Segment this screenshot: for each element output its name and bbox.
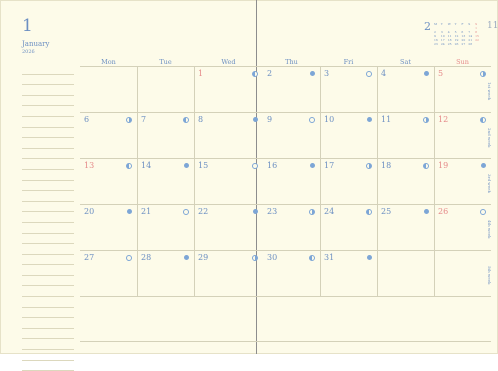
day-cell-18[interactable] <box>377 158 434 204</box>
note-line[interactable] <box>22 265 74 276</box>
note-line[interactable] <box>22 64 74 75</box>
moon-phase-icon <box>367 255 372 260</box>
mini-day: 9 <box>434 34 436 38</box>
mini-day: 27 <box>461 42 466 46</box>
day-cell-15[interactable] <box>194 158 263 204</box>
weekday-header-mon: Mon <box>101 58 116 66</box>
day-number: 26 <box>438 207 449 216</box>
moon-phase-icon <box>127 209 132 214</box>
weekday-header-fri: Fri <box>343 58 354 66</box>
mini-month-number: 2 <box>424 20 431 33</box>
moon-phase-icon <box>126 255 132 261</box>
note-line[interactable] <box>22 85 74 96</box>
week-label: 4th week <box>487 220 492 239</box>
day-cell-5[interactable] <box>434 66 491 112</box>
mini-day: 23 <box>434 42 438 46</box>
weekday-header-wed: Wed <box>221 58 236 66</box>
day-number: 5 <box>438 69 444 78</box>
day-number: 15 <box>198 161 209 170</box>
mini-weekday-header: W <box>447 22 451 26</box>
moon-phase-icon <box>423 163 429 169</box>
day-number: 18 <box>381 161 392 170</box>
day-number: 4 <box>381 69 387 78</box>
note-line[interactable] <box>22 350 74 361</box>
moon-phase-icon <box>184 255 189 260</box>
day-cell-23[interactable] <box>263 204 320 250</box>
note-line[interactable] <box>22 318 74 329</box>
mini-day: 28 <box>468 42 473 46</box>
day-number: 31 <box>324 253 335 262</box>
mini-day: 13 <box>461 34 466 38</box>
day-cell-22[interactable] <box>194 204 263 250</box>
day-cell-26[interactable] <box>434 204 491 250</box>
month-number: 1 <box>22 16 33 36</box>
mini-day: 10 <box>440 34 445 38</box>
mini-day: 6 <box>461 30 464 34</box>
moon-phase-icon <box>481 163 486 168</box>
day-cell-3[interactable] <box>320 66 377 112</box>
moon-phase-icon <box>366 163 372 169</box>
day-number: 24 <box>324 207 335 216</box>
mini-day: 1 <box>475 26 478 30</box>
weekday-header-tue: Tue <box>159 58 172 66</box>
day-cell-28[interactable] <box>137 250 194 296</box>
mini-day: 12 <box>454 34 459 38</box>
note-line[interactable] <box>22 361 74 371</box>
moon-phase-icon <box>253 117 258 122</box>
mini-day: 7 <box>468 30 471 34</box>
day-number: 12 <box>438 115 449 124</box>
moon-phase-icon <box>423 117 429 123</box>
mini-day: 16 <box>434 38 438 42</box>
day-cell-31[interactable] <box>320 250 377 296</box>
day-number: 30 <box>267 253 278 262</box>
moon-phase-icon <box>252 255 258 261</box>
day-number: 13 <box>84 161 95 170</box>
mini-day: 4 <box>447 30 450 34</box>
note-line[interactable] <box>22 286 74 297</box>
note-line[interactable] <box>22 96 74 107</box>
note-line[interactable] <box>22 339 74 350</box>
day-number: 25 <box>381 207 392 216</box>
note-line[interactable] <box>22 159 74 170</box>
day-cell-11[interactable] <box>377 112 434 158</box>
day-number: 14 <box>141 161 152 170</box>
moon-phase-icon <box>366 71 372 77</box>
mini-day: 3 <box>440 30 443 34</box>
day-cell-7[interactable] <box>137 112 194 158</box>
moon-phase-icon <box>366 209 372 215</box>
moon-phase-icon <box>480 209 486 215</box>
moon-phase-icon <box>424 209 429 214</box>
grid-row-line <box>80 296 263 297</box>
mini-calendar-grid <box>434 22 482 46</box>
day-cell-1[interactable] <box>194 66 263 112</box>
mini-weekday-header: S <box>468 22 471 26</box>
moon-phase-icon <box>424 71 429 76</box>
moon-phase-icon <box>252 163 258 169</box>
week-label: 1st week <box>487 82 492 101</box>
day-cell-8[interactable] <box>194 112 263 158</box>
note-line[interactable] <box>22 308 74 319</box>
moon-phase-icon <box>480 71 486 77</box>
note-line[interactable] <box>22 170 74 181</box>
moon-phase-icon <box>310 163 315 168</box>
mini-day: 18 <box>447 38 452 42</box>
note-line[interactable] <box>22 191 74 202</box>
day-cell-21[interactable] <box>137 204 194 250</box>
day-number: 16 <box>267 161 278 170</box>
day-cell-13[interactable] <box>80 158 137 204</box>
moon-phase-icon <box>126 117 132 123</box>
moon-phase-icon <box>252 71 258 77</box>
note-line[interactable] <box>22 297 74 308</box>
note-line[interactable] <box>22 117 74 128</box>
moon-phase-icon <box>253 209 258 214</box>
day-cell-14[interactable] <box>137 158 194 204</box>
note-line[interactable] <box>22 223 74 234</box>
mini-weekday-header: F <box>461 22 464 26</box>
note-line[interactable] <box>22 202 74 213</box>
mini-day: 19 <box>454 38 459 42</box>
mini-day: 5 <box>454 30 457 34</box>
day-number: 22 <box>198 207 209 216</box>
weekday-header-sat: Sat <box>400 58 411 66</box>
day-number: 27 <box>84 253 95 262</box>
grid-row-line <box>263 296 491 297</box>
mini-day: 15 <box>475 34 479 38</box>
day-cell-17[interactable] <box>320 158 377 204</box>
day-cell-16[interactable] <box>263 158 320 204</box>
day-number: 3 <box>324 69 330 78</box>
mini-day: 8 <box>475 30 478 34</box>
day-cell-12[interactable] <box>434 112 491 158</box>
month-year: 2026 <box>22 49 35 55</box>
mini-weekday-header: T <box>440 22 443 26</box>
day-number: 7 <box>141 115 147 124</box>
notes-column <box>22 64 74 371</box>
note-line[interactable] <box>22 234 74 245</box>
day-number: 19 <box>438 161 449 170</box>
day-cell-30[interactable] <box>263 250 320 296</box>
note-line[interactable] <box>22 276 74 287</box>
day-number: 17 <box>324 161 335 170</box>
day-cell-24[interactable] <box>320 204 377 250</box>
mini-day: 26 <box>454 42 459 46</box>
mini-day: 11 <box>447 34 452 38</box>
day-cell-2[interactable] <box>263 66 320 112</box>
moon-phase-icon <box>183 117 189 123</box>
moon-phase-icon <box>126 163 132 169</box>
day-cell-20[interactable] <box>80 204 137 250</box>
day-number: 6 <box>84 115 90 124</box>
weekday-header-thu: Thu <box>285 58 298 66</box>
day-number: 20 <box>84 207 95 216</box>
month-name: January <box>22 40 50 48</box>
day-cell-10[interactable] <box>320 112 377 158</box>
note-line[interactable] <box>22 181 74 192</box>
moon-phase-icon <box>367 117 372 122</box>
mini-day: 25 <box>447 42 452 46</box>
week-label: 2nd week <box>487 128 492 148</box>
day-cell-9[interactable] <box>263 112 320 158</box>
day-number: 8 <box>198 115 204 124</box>
day-number: 23 <box>267 207 278 216</box>
note-line[interactable] <box>22 75 74 86</box>
mini-weekday-header: T <box>454 22 457 26</box>
grid-row-line <box>80 341 263 342</box>
mini-day: 2 <box>434 30 436 34</box>
moon-phase-icon <box>309 209 315 215</box>
day-cell-4[interactable] <box>377 66 434 112</box>
note-line[interactable] <box>22 212 74 223</box>
week-label: 5th week <box>487 266 492 285</box>
day-number: 29 <box>198 253 209 262</box>
moon-phase-icon <box>309 117 315 123</box>
weekday-header-sun: Sun <box>456 58 469 66</box>
day-number: 1 <box>198 69 204 78</box>
next-month-tab[interactable]: 11 <box>487 21 498 31</box>
moon-phase-icon <box>183 209 189 215</box>
mini-day: 21 <box>468 38 473 42</box>
day-number: 2 <box>267 69 273 78</box>
note-line[interactable] <box>22 329 74 340</box>
note-line[interactable] <box>22 244 74 255</box>
day-number: 11 <box>381 115 392 124</box>
mini-weekday-header: M <box>434 22 438 26</box>
note-line[interactable] <box>22 255 74 266</box>
grid-row-line <box>263 341 491 342</box>
day-number: 9 <box>267 115 273 124</box>
day-cell-25[interactable] <box>377 204 434 250</box>
day-number: 28 <box>141 253 152 262</box>
mini-day: 22 <box>475 38 479 42</box>
week-label: 3rd week <box>487 174 492 193</box>
day-cell-19[interactable] <box>434 158 491 204</box>
day-number: 21 <box>141 207 152 216</box>
note-line[interactable] <box>22 149 74 160</box>
mini-day: 17 <box>440 38 445 42</box>
day-cell-29[interactable] <box>194 250 263 296</box>
mini-weekday-header: S <box>475 22 478 26</box>
mini-day: 20 <box>461 38 466 42</box>
moon-phase-icon <box>309 255 315 261</box>
moon-phase-icon <box>480 117 486 123</box>
note-line[interactable] <box>22 106 74 117</box>
note-line[interactable] <box>22 128 74 139</box>
mini-day: 14 <box>468 34 473 38</box>
note-line[interactable] <box>22 138 74 149</box>
moon-phase-icon <box>310 71 315 76</box>
day-cell-27[interactable] <box>80 250 137 296</box>
mini-day <box>475 42 482 46</box>
mini-day: 24 <box>440 42 445 46</box>
day-cell-6[interactable] <box>80 112 137 158</box>
day-number: 10 <box>324 115 335 124</box>
moon-phase-icon <box>184 163 189 168</box>
